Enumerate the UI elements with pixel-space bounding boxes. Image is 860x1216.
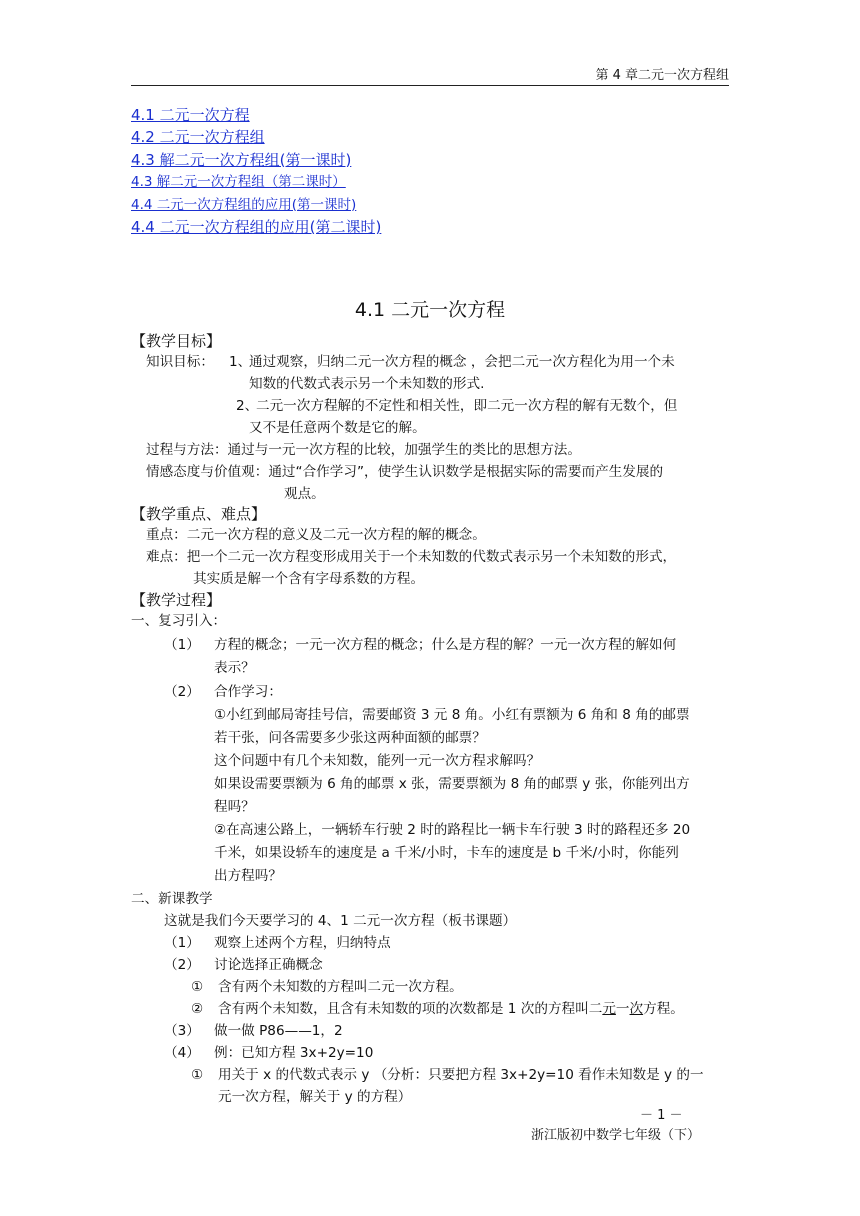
concept-2-text-a: 含有两个未知数，且含有未知数的项的次数都是 1 次的方程叫二 [218,1001,603,1017]
objectives-heading: 【教学目标】 [131,332,222,350]
question-2-line3: 出方程吗？ [214,868,282,884]
footer-page-number: － 1 － [640,1108,683,1123]
review-item-1-line1: 方程的概念；一元一次方程的概念；什么是方程的解？一元一次方程的解如何 [214,637,677,653]
new-item-1-num: （1） [164,935,200,951]
difficult-point-line1: 难点：把一个二元一次方程变形成用关于一个未知数的代数式表示另一个未知数的形式， [146,549,677,565]
example-1-num: ① [191,1067,204,1083]
new-item-2-num: （2） [164,957,200,973]
concept-2-underlined-ci: 次 [629,1001,644,1017]
new-item-1-text: 观察上述两个方程，归纳特点 [214,935,391,951]
concept-2-text-e: 方程。 [643,1001,684,1017]
knowledge-label: 知识目标： [146,354,214,370]
knowledge-item-1-num: 1、 [229,354,252,370]
concept-1-text: 含有两个未知数的方程叫二元一次方程。 [218,979,463,995]
review-title: 一、复习引入： [131,613,227,629]
question-2-line1: ②在高速公路上，一辆轿车行驶 2 时的路程比一辆卡车行驶 3 时的路程还多 20 [214,822,691,838]
knowledge-item-2-line2: 又不是任意两个数是它的解。 [249,420,426,436]
toc-link-4-1[interactable]: 4.1 二元一次方程 [131,106,250,124]
footer-book-title: 浙江版初中数学七年级（下） [530,1128,700,1143]
review-item-1-line2: 表示？ [214,660,255,676]
new-lesson-title: 二、新课教学 [131,891,213,907]
toc-link-4-4-lesson2[interactable]: 4.4 二元一次方程组的应用(第二课时) [131,217,382,236]
attitude-line2: 观点。 [284,486,325,502]
new-item-4-text: 例：已知方程 3x+2y=10 [214,1045,374,1061]
example-1-line1: 用关于 x 的代数式表示 y （分析：只要把方程 3x+2y=10 看作未知数是 y 的一 [218,1067,704,1083]
toc-link-4-3-lesson2[interactable]: 4.3 解二元一次方程组（第二课时） [131,174,346,191]
concept-1-num: ① [191,979,204,995]
review-item-2-num: （2） [164,684,200,700]
review-item-2-text: 合作学习： [214,684,282,700]
process-heading: 【教学过程】 [131,591,222,609]
toc-link-4-4-lesson1[interactable]: 4.4 二元一次方程组的应用(第一课时) [131,196,357,213]
toc-link-4-3-lesson1[interactable]: 4.3 解二元一次方程组(第一课时) [131,150,352,169]
new-item-4-num: （4） [164,1045,200,1061]
concept-2-text [218,998,684,1020]
keypoints-heading: 【教学重点、难点】 [131,505,267,523]
new-item-3-text: 做一做 P86——1，2 [214,1023,343,1039]
question-1-line3: 这个问题中有几个未知数，能列一元一次方程求解吗？ [214,753,541,769]
concept-2-underlined-yuan: 元 [602,1001,616,1017]
table-of-contents [131,104,381,238]
question-1-line2: 若干张，问各需要多少张这两种面额的邮票？ [214,730,486,746]
knowledge-item-1-line1: 通过观察，归纳二元一次方程的概念 ，会把二元一次方程化为用一个未 [249,354,675,370]
concept-2-num: ② [191,1001,204,1017]
process-method: 过程与方法：通过与一元一次方程的比较，加强学生的类比的思想方法。 [146,442,581,458]
section-title: 4.1 二元一次方程 [354,299,506,321]
concept-2-text-c: 一 [615,1001,630,1017]
knowledge-item-2-line1: 二元一次方程解的不定性和相关性，即二元一次方程的解有无数个，但 [256,398,678,414]
question-2-line2: 千米，如果设轿车的速度是 a 千米/小时，卡车的速度是 b 千米/小时，你能列 [214,845,679,861]
difficult-point-line2: 其实质是解一个含有字母系数的方程。 [193,571,425,587]
question-1-line4: 如果设需要票额为 6 角的邮票 x 张，需要票额为 8 角的邮票 y 张，你能列出方 [214,776,690,792]
attitude-line1: 情感态度与价值观：通过“合作学习”，使学生认识数学是根据实际的需要而产生发展的 [146,464,664,480]
new-item-2-text: 讨论选择正确概念 [214,957,323,973]
example-1-line2: 元一次方程，解关于 y 的方程） [218,1089,412,1105]
header-rule [131,85,729,86]
review-item-1-num: （1） [164,637,200,653]
new-item-3-num: （3） [164,1023,200,1039]
header-chapter-title: 第 4 章二元一次方程组 [595,68,729,83]
toc-link-4-2[interactable]: 4.2 二元一次方程组 [131,128,265,147]
key-point: 重点：二元一次方程的意义及二元一次方程的解的概念。 [146,527,486,543]
knowledge-item-2-num: 2、 [236,398,259,414]
knowledge-item-1-line2: 知数的代数式表示另一个未知数的形式. [249,376,485,392]
question-1-line1: ①小红到邮局寄挂号信，需要邮资 3 元 8 角。小红有票额为 6 角和 8 角的邮票 [214,707,690,723]
new-lesson-intro: 这就是我们今天要学习的 4、1 二元一次方程（板书课题） [164,913,517,929]
question-1-line5: 程吗？ [214,799,255,815]
